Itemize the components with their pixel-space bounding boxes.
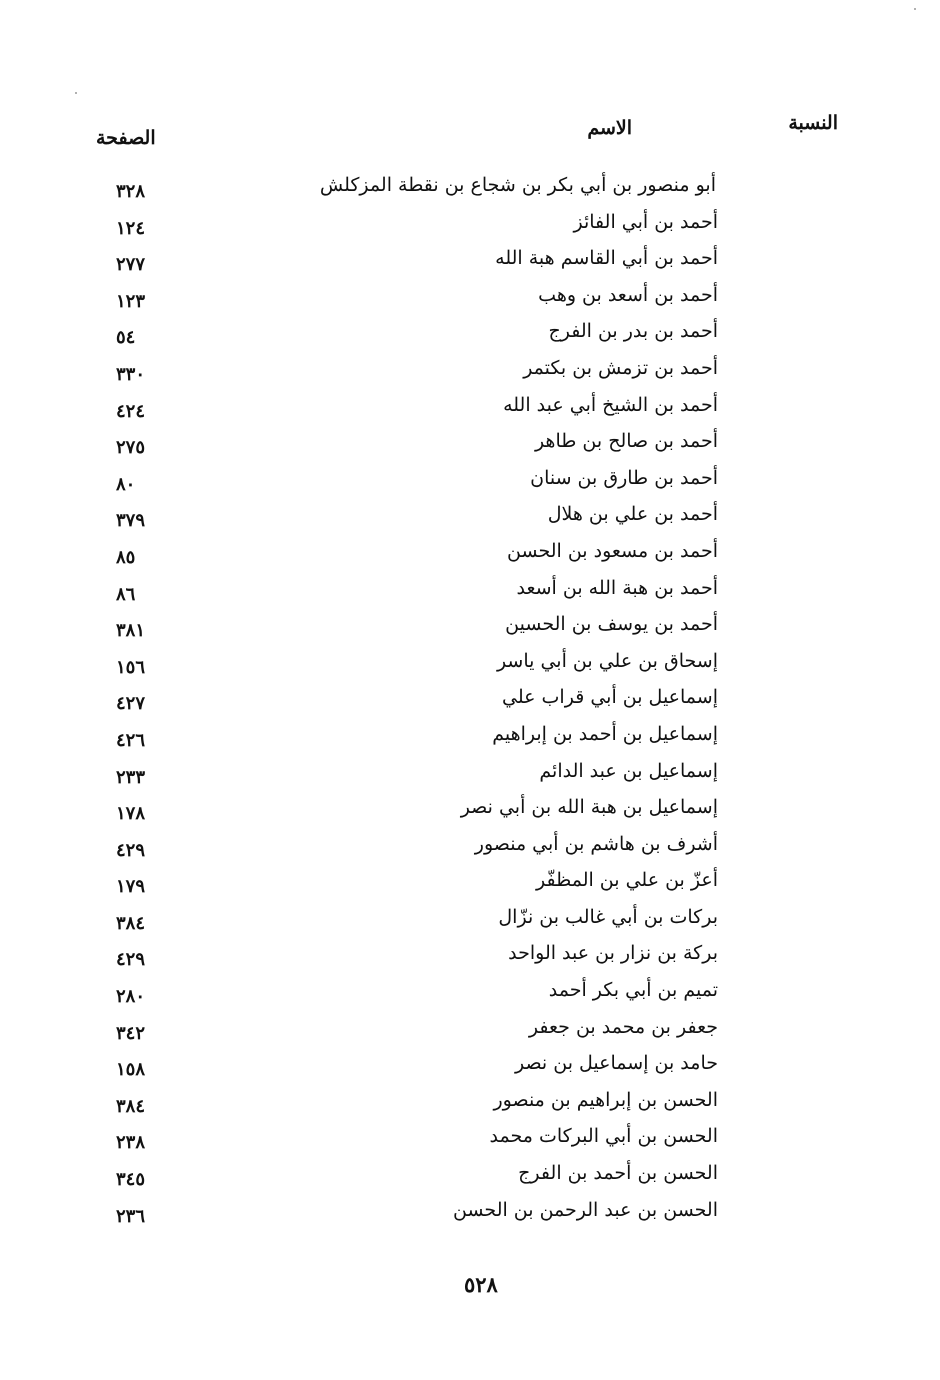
entry-name: الحسن بن أحمد بن الفرج <box>518 1162 718 1185</box>
index-entry <box>90 1085 740 1122</box>
entry-name: أعزّ بن علي بن المظفّر <box>536 869 718 892</box>
index-entry <box>90 573 740 610</box>
index-entry <box>90 756 740 793</box>
entry-page-number: ٣٢٨ <box>116 181 146 202</box>
entry-name: أحمد بن أبي القاسم هبة الله <box>495 247 718 270</box>
index-entry <box>90 792 740 829</box>
index-entry <box>90 280 740 317</box>
entry-page-number: ٥٤ <box>116 327 136 349</box>
entry-name: أحمد بن بدر بن الفرج <box>548 320 718 343</box>
entry-name: أحمد بن هبة الله بن أسعد <box>516 576 718 599</box>
entry-name: أحمد بن مسعود بن الحسن <box>507 539 718 562</box>
index-entry <box>90 1158 740 1195</box>
entry-page-number: ٢٧٥ <box>116 437 146 459</box>
index-entry <box>90 609 740 646</box>
index-entry <box>90 1195 740 1232</box>
entry-page-number: ١٧٩ <box>116 876 146 898</box>
column-header-nisba: النسبة <box>788 112 838 134</box>
entry-page-number: ١٥٨ <box>116 1059 146 1081</box>
entry-page-number: ٣٨١ <box>116 620 146 642</box>
entry-page-number: ٢٣٦ <box>116 1205 146 1227</box>
entry-page-number: ٣٧٩ <box>116 510 146 532</box>
entry-name: الحسن بن إبراهيم بن منصور <box>493 1088 718 1111</box>
entry-page-number: ٨٠ <box>116 473 136 495</box>
index-list <box>90 170 740 1231</box>
entry-name: بركة بن نزار بن عبد الواحد <box>508 942 718 965</box>
entry-page-number: ١٥٦ <box>116 656 146 678</box>
entry-page-number: ٢٨٠ <box>116 986 146 1008</box>
entry-name: الحسن بن أبي البركات محمد <box>489 1125 718 1148</box>
entry-name: أحمد بن أسعد بن وهب <box>538 283 718 306</box>
index-entry <box>90 499 740 536</box>
paper-speck <box>914 8 916 10</box>
entry-page-number: ٢٣٣ <box>116 766 146 788</box>
index-entry <box>90 353 740 390</box>
entry-page-number: ٣٤٥ <box>116 1169 146 1191</box>
index-entry <box>90 1012 740 1049</box>
entry-page-number: ٨٦ <box>116 583 136 605</box>
index-entry <box>90 426 740 463</box>
index-entry <box>90 316 740 353</box>
entry-page-number: ٤٢٦ <box>116 729 146 751</box>
entry-name: أحمد بن طارق بن سنان <box>530 466 718 489</box>
entry-page-number: ٨٥ <box>116 546 136 568</box>
entry-name: إسماعيل بن أبي قراب علي <box>502 686 718 709</box>
entry-page-number: ٤٢٤ <box>116 400 146 422</box>
entry-page-number: ٣٨٤ <box>116 912 146 934</box>
entry-page-number: ٣٣٠ <box>116 363 146 385</box>
entry-name: حامد بن إسماعيل بن نصر <box>514 1052 718 1075</box>
entry-name: أحمد بن علي بن هلال <box>547 503 718 526</box>
entry-name: الحسن بن عبد الرحمن بن الحسن <box>453 1198 718 1221</box>
entry-page-number: ٣٤٢ <box>116 1022 146 1044</box>
entry-name: أحمد بن تزمش بن بكتمر <box>523 356 718 379</box>
entry-page-number: ٢٧٧ <box>116 254 146 276</box>
column-header-page: الصفحة <box>96 127 156 149</box>
index-entry <box>90 719 740 756</box>
entry-name: أحمد بن أبي الفائز <box>573 210 718 233</box>
entry-name: أشرف بن هاشم بن أبي منصور <box>474 832 718 855</box>
index-entry <box>90 865 740 902</box>
entry-page-number: ٢٣٨ <box>116 1132 146 1154</box>
entry-name: إسماعيل بن هبة الله بن أبي نصر <box>460 796 718 819</box>
entry-name: بركات بن أبي غالب بن نزّال <box>498 905 718 928</box>
entry-name: إسماعيل بن أحمد بن إبراهيم <box>492 722 718 745</box>
entry-name: إسماعيل بن عبد الدائم <box>539 759 718 782</box>
entry-name: أحمد بن الشيخ أبي عبد الله <box>503 393 718 416</box>
entry-page-number: ٣٨٤ <box>116 1095 146 1117</box>
entry-name: أحمد بن صالح بن طاهر <box>534 430 718 453</box>
index-entry <box>90 536 740 573</box>
entry-page-number: ١٢٤ <box>116 217 146 239</box>
index-entry <box>90 975 740 1012</box>
index-entry <box>90 170 740 207</box>
index-entry <box>90 902 740 939</box>
index-entry <box>90 390 740 427</box>
entry-name: جعفر بن محمد بن جعفر <box>528 1015 718 1038</box>
index-entry <box>90 682 740 719</box>
entry-page-number: ٤٢٩ <box>116 949 146 971</box>
index-entry <box>90 1121 740 1158</box>
entry-page-number: ٤٢٩ <box>116 839 146 861</box>
entry-name: أبو منصور بن أبي بكر بن شجاع بن نقطة المزكلش <box>319 174 716 196</box>
entry-page-number: ٤٢٧ <box>116 693 146 715</box>
entry-name: تميم بن أبي بكر أحمد <box>548 979 718 1002</box>
index-entry <box>90 646 740 683</box>
index-entry <box>90 463 740 500</box>
index-entry <box>90 829 740 866</box>
index-entry <box>90 1048 740 1085</box>
paper-speck <box>75 92 77 94</box>
column-header-name: الاسم <box>587 117 632 139</box>
entry-page-number: ١٧٨ <box>116 803 146 825</box>
index-entry <box>90 243 740 280</box>
entry-name: أحمد بن يوسف بن الحسين <box>505 613 718 636</box>
entry-name: إسحاق بن علي بن أبي ياسر <box>496 649 718 672</box>
index-entry <box>90 207 740 244</box>
entry-page-number: ١٢٣ <box>116 290 146 312</box>
index-entry <box>90 938 740 975</box>
page-number: ٥٢٨ <box>464 1272 498 1297</box>
